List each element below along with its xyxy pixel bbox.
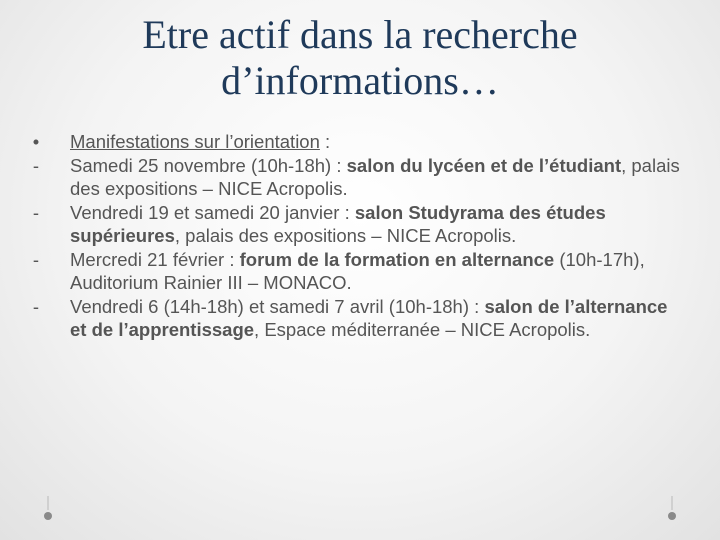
intro-bullet (28, 130, 688, 154)
event-item-salon-lyceen (28, 154, 688, 201)
intro-suffix: : (319, 131, 331, 152)
slide-title (0, 12, 720, 104)
event-date: Samedi 25 novembre (10h-18h) : (70, 154, 347, 176)
bullet-icon: • (32, 131, 40, 152)
event-location: (10h-17h), Auditorium Rainier III – MONACO. (70, 248, 645, 293)
event-name: salon de l’alternance et de l’apprentissage (70, 295, 668, 340)
event-name: salon du lycéen et de l’étudiant (346, 154, 622, 176)
event-location: , Espace méditerranée – NICE Acropolis. (254, 319, 591, 340)
corner-line-right (671, 496, 673, 510)
event-date: Vendredi 19 et samedi 20 janvier : (70, 201, 355, 223)
dash-marker: - (32, 201, 40, 223)
event-item-studyrama (28, 201, 688, 248)
slide-title-line-2: d’informations… (221, 58, 499, 103)
slide-title-line-1: Etre actif dans la recherche (142, 12, 578, 57)
event-date: Vendredi 6 (14h-18h) et samedi 7 avril (10h-18h) : (70, 295, 485, 317)
event-date: Mercredi 21 février : (70, 248, 240, 270)
intro-label: Manifestations sur l’orientation (70, 131, 320, 152)
event-name: salon Studyrama des études supérieures (70, 201, 606, 246)
corner-dot-right-icon (668, 512, 676, 520)
event-item-salon-apprentissage (28, 295, 688, 342)
dash-marker: - (32, 154, 40, 176)
corner-dot-left-icon (44, 512, 52, 520)
event-location: , palais des expositions – NICE Acropolis. (70, 154, 680, 199)
event-name: forum de la formation en alternance (239, 248, 555, 270)
dash-marker: - (32, 295, 40, 317)
dash-marker: - (32, 248, 40, 270)
event-item-forum-alternance (28, 248, 688, 295)
corner-line-left (47, 496, 49, 510)
event-location: , palais des expositions – NICE Acropolis. (174, 225, 517, 246)
slide-content (28, 130, 688, 342)
